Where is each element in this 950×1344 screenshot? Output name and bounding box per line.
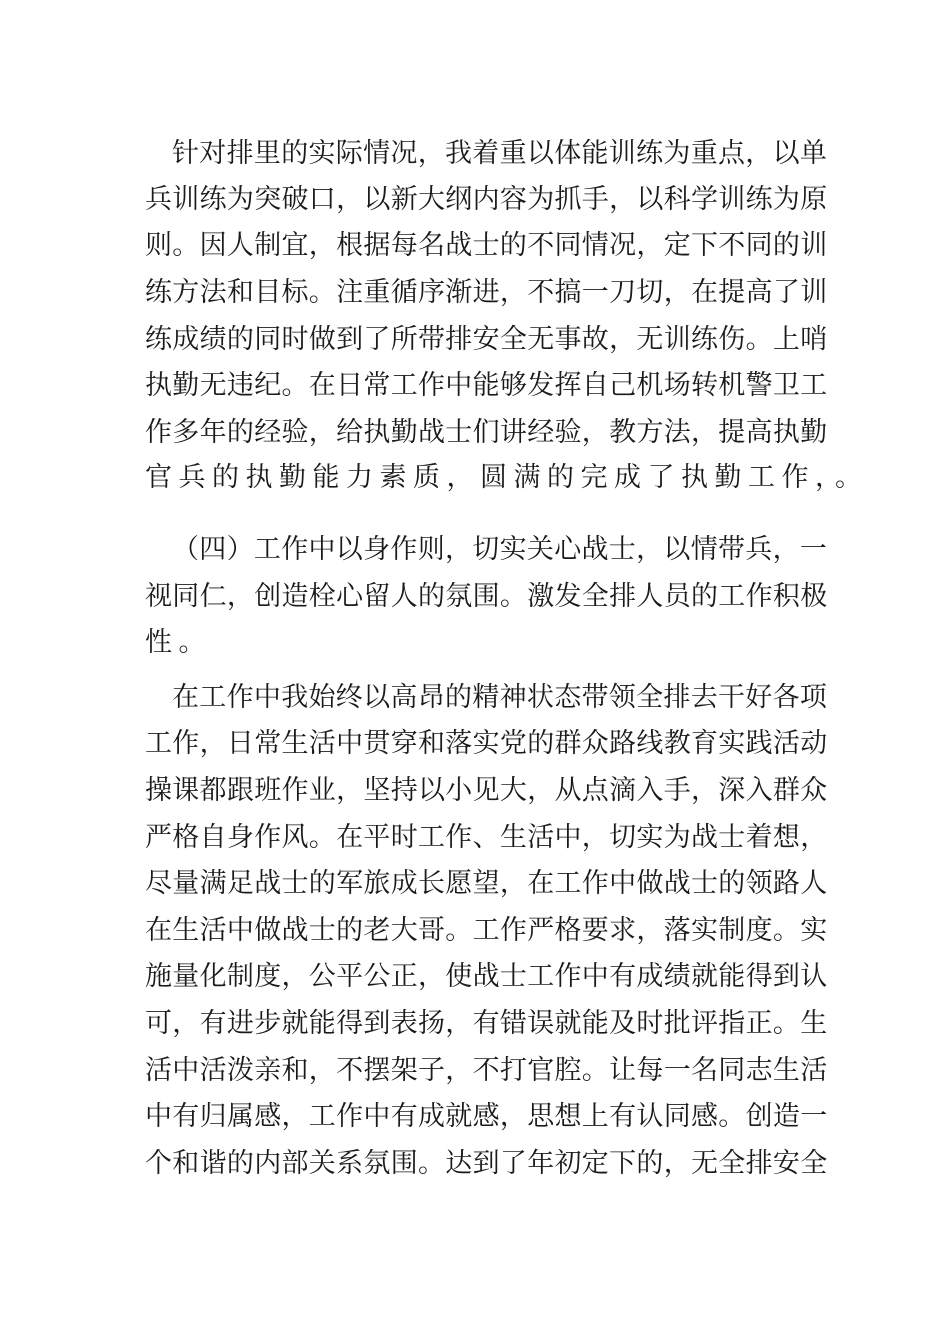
paragraph-line: 施量化制度，公平公正，使战士工作中有成绩就能得到认 — [145, 961, 828, 992]
paragraph-line: 在工作中我始终以高昂的精神状态带领全排去干好各项 — [172, 682, 828, 713]
paragraph-line: 执勤无违纪。在日常工作中能够发挥自己机场转机警卫工 — [145, 370, 828, 401]
paragraph-line: 可，有进步就能得到表扬，有错误就能及时批评指正。生 — [145, 1008, 828, 1039]
paragraph-line: 则。因人制宜，根据每名战士的不同情况，定下不同的训 — [145, 230, 828, 261]
paragraph-line: 兵训练为突破口，以新大纲内容为抓手，以科学训练为原 — [145, 184, 828, 215]
paragraph-line: 尽量满足战士的军旅成长愿望，在工作中做战士的领路人 — [145, 868, 828, 899]
paragraph-line: 严格自身作风。在平时工作、生活中，切实为战士着想， — [145, 822, 828, 853]
paragraph-line: 活中活泼亲和，不摆架子，不打官腔。让每一名同志生活 — [145, 1055, 828, 1086]
paragraph-line: 个和谐的内部关系氛围。达到了年初定下的，无全排安全 — [145, 1148, 828, 1179]
paragraph-line: 针对排里的实际情况，我着重以体能训练为重点，以单 — [172, 138, 828, 169]
section-heading-line: 视同仁，创造栓心留人的氛围。激发全排人员的工作积极 — [145, 581, 828, 612]
paragraph-line: 练成绩的同时做到了所带排安全无事故，无训练伤。上哨 — [145, 324, 828, 355]
paragraph-line: 练方法和目标。注重循序渐进，不搞一刀切，在提高了训 — [145, 277, 828, 308]
paragraph-line: 工作，日常生活中贯穿和落实党的群众路线教育实践活动 — [145, 728, 828, 759]
section-heading-line: （四）工作中以身作则，切实关心战士，以情带兵，一 — [172, 534, 828, 565]
paragraph-line: 官兵的执勤能力素质，圆满的完成了执勤工作，。 — [145, 462, 869, 493]
section-heading-line: 性。 — [145, 627, 212, 658]
paragraph-line: 中有归属感，工作中有成就感，思想上有认同感。创造一 — [145, 1101, 828, 1132]
paragraph-line: 作多年的经验，给执勤战士们讲经验，教方法，提高执勤 — [145, 417, 828, 448]
paragraph-line: 在生活中做战士的老大哥。工作严格要求，落实制度。实 — [145, 915, 828, 946]
paragraph-line: 操课都跟班作业，坚持以小见大，从点滴入手，深入群众 — [145, 775, 828, 806]
